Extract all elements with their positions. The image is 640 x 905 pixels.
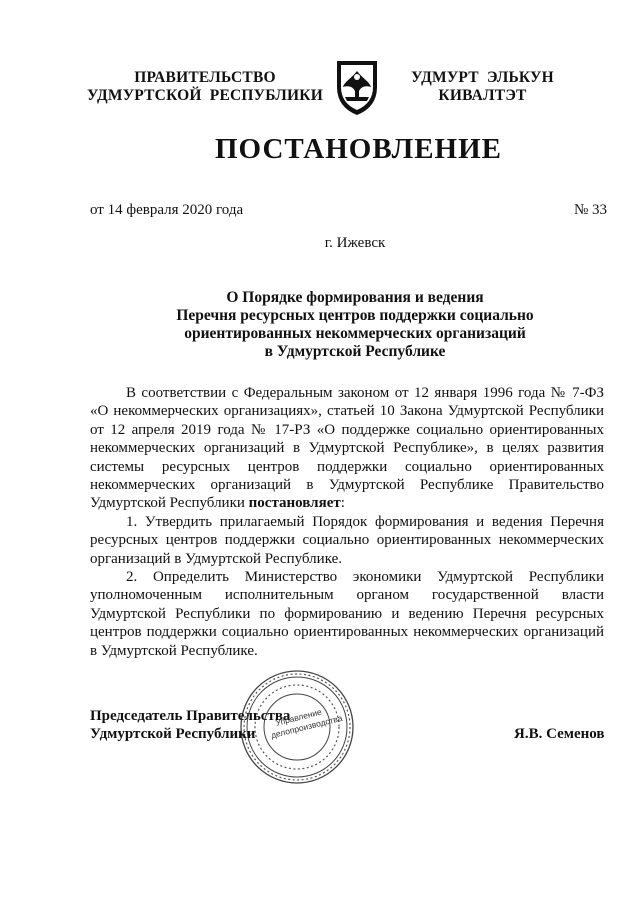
subject-line: Перечня ресурсных центров поддержки социально [176,307,534,324]
document-city: г. Ижевск [324,235,386,251]
header-left [80,69,330,105]
coat-of-arms-icon [331,57,383,117]
document-date: от 14 февраля 2020 года [90,202,244,218]
signatory-position [90,707,290,743]
preamble-paragraph [90,384,604,513]
subject-line: ориентированных некоммерческих организаций [184,325,526,342]
position-line1: Председатель Правительства [90,708,291,724]
subject-line: в Удмуртской Республике [264,343,446,360]
document-number: № 33 [574,202,608,218]
header-left-line2: УДМУРТСКОЙ РЕСПУБЛИКИ [87,87,323,104]
header-right-line2: КИВАЛТЭТ [438,87,527,104]
document-type-title: ПОСТАНОВЛЕНИЕ [214,133,502,165]
position-line2: Удмуртской Республики [90,726,256,742]
item-1-paragraph: 1. Утвердить прилагаемый Порядок формирования и ведения Перечня ресурсных центров поддержки социально ориентированных некоммерческих организаций в Удмуртской Республике. [90,513,604,567]
preamble-text: В соответствии с Федеральным законом от 12 января 1996 года № 7-ФЗ «О некоммерческих организациях», статьей 10 Закона Удмуртской Республики от 12 апреля 2019 года № 17-РЗ «О поддержке социально ориентированных некоммерческих организаций в Удмуртской Республике», в целях развития системы ресурсных центров поддержки социально ориентированных некоммерческих организаций в Удмуртской Республике Правительство Удмуртской Республики [90,385,604,512]
subject-line: О Порядке формирования и ведения [226,289,484,306]
preamble-decree-word: постановляет [248,495,341,512]
header-right [395,69,570,105]
signatory-name: Я.В. Семенов [514,726,605,742]
stamp-text: Управление делопроизводства [269,706,344,741]
document-subject [80,289,630,361]
header-right-line1: УДМУРТ ЭЛЬКУН [411,69,554,86]
header-left-line1: ПРАВИТЕЛЬСТВО [134,69,276,86]
item-2-paragraph: 2. Определить Министерство экономики Удмуртской Республики уполномоченным исполнительным органом государственной власти Удмуртской Республики по формированию и ведению Перечня ресурсных центров поддержки социально ориентированных некоммерческих организаций в Удмуртской Республике. [90,569,604,659]
preamble-colon: : [340,495,345,512]
document-body [90,384,604,660]
